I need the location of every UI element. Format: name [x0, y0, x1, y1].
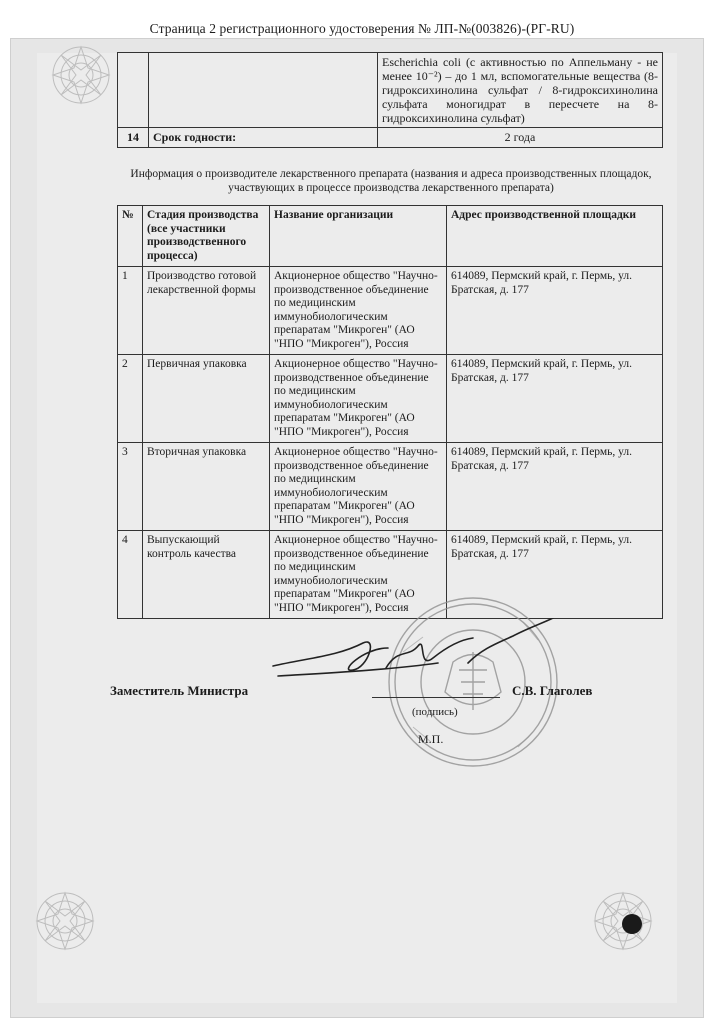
address-cell: 614089, Пермский край, г. Пермь, ул. Братская, д. 177 — [447, 355, 663, 443]
stage-cell: Первичная упаковка — [143, 355, 270, 443]
table-row — [118, 128, 663, 148]
shelf-life-label: Срок годности: — [149, 128, 378, 148]
manufacturer-table — [117, 205, 663, 619]
table-row — [118, 443, 663, 531]
table-row — [118, 267, 663, 355]
signatory-title: Заместитель Министра — [110, 683, 249, 698]
manufacturer-info-heading: Информация о производителе лекарственного препарата (названия и адреса производственных площадок, участвующих в процессе производства лекарственного препарата) — [130, 168, 652, 194]
address-cell: 614089, Пермский край, г. Пермь, ул. Братская, д. 177 — [447, 443, 663, 531]
signatory-name: С.В. Глаголев — [512, 683, 593, 698]
row-number: 2 — [118, 355, 143, 443]
column-header-stage: Стадия производства (все участники производственного процесса) — [143, 206, 270, 267]
page-title: Страница 2 регистрационного удостоверения № ЛП-№(003826)-(РГ-RU) — [149, 21, 575, 36]
row-number: 14 — [118, 128, 149, 148]
stage-cell: Выпускающий контроль качества — [143, 531, 270, 619]
column-header-org: Название организации — [270, 206, 447, 267]
row-number: 3 — [118, 443, 143, 531]
shelf-life-value: 2 года — [378, 128, 663, 148]
signature-caption: (подпись) — [412, 706, 458, 718]
row-number: 4 — [118, 531, 143, 619]
address-cell: 614089, Пермский край, г. Пермь, ул. Братская, д. 177 — [447, 267, 663, 355]
composition-cell: Escherichia coli (с активностью по Аппельману - не менее 10⁻²) – до 1 мл, вспомогательные вещества (8-гидроксихинолина сульфат / 8-гидроксихинолина сульфата моногидрат в пересчете на 8-гидроксихинолина сульфат) — [378, 53, 663, 128]
handwritten-signature-icon — [268, 618, 568, 688]
row-number: 1 — [118, 267, 143, 355]
org-cell: Акционерное общество "Научно-производственное объединение по медицинским иммунобиологическим препаратам "Микроген" (АО "НПО "Микроген"), Россия — [270, 443, 447, 531]
org-cell: Акционерное общество "Научно-производственное объединение по медицинским иммунобиологическим препаратам "Микроген" (АО "НПО "Микроген"), Россия — [270, 267, 447, 355]
column-header-number: № — [118, 206, 143, 267]
table-header-row — [118, 206, 663, 267]
org-cell: Акционерное общество "Научно-производственное объединение по медицинским иммунобиологическим препаратам "Микроген" (АО "НПО "Микроген"), Россия — [270, 531, 447, 619]
table-row — [118, 355, 663, 443]
org-cell: Акционерное общество "Научно-производственное объединение по медицинским иммунобиологическим препаратам "Микроген" (АО "НПО "Микроген"), Россия — [270, 355, 447, 443]
signature-line — [372, 697, 500, 698]
binding-hole-icon — [622, 914, 642, 934]
rosette-ornament-icon — [46, 40, 116, 110]
column-header-address: Адрес производственной площадки — [447, 206, 663, 267]
composition-table — [117, 52, 663, 148]
stamp-place-label: М.П. — [418, 732, 444, 746]
stage-cell: Производство готовой лекарственной формы — [143, 267, 270, 355]
table-row — [118, 53, 663, 128]
stage-cell: Вторичная упаковка — [143, 443, 270, 531]
address-cell: 614089, Пермский край, г. Пермь, ул. Братская, д. 177 — [447, 531, 663, 619]
rosette-ornament-icon — [30, 886, 100, 956]
